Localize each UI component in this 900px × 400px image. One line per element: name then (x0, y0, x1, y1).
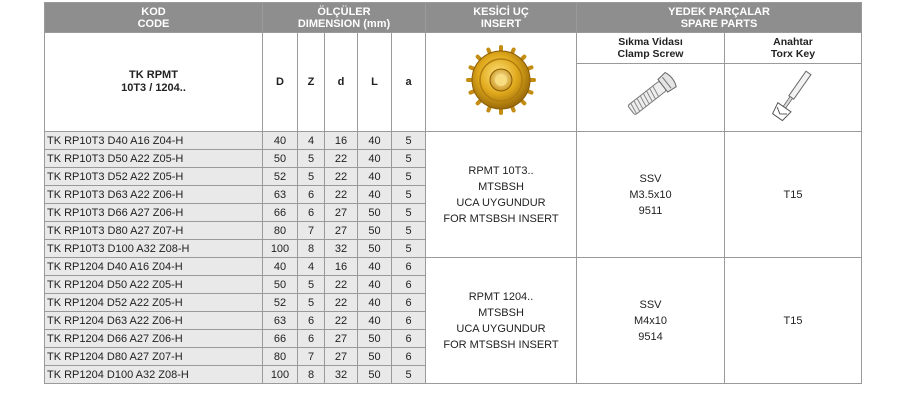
dim-value-d: 32 (325, 366, 358, 384)
dim-value-d: 22 (325, 150, 358, 168)
dim-value-Z: 8 (298, 240, 325, 258)
insert-line: UCA UYGUNDUR (456, 196, 546, 209)
dim-value-D: 50 (263, 276, 298, 294)
clamp-screw-line: 9511 (638, 204, 663, 217)
dim-value-D: 52 (263, 294, 298, 312)
dim-value-a: 6 (392, 276, 426, 294)
insert-line: MTSBSH (478, 306, 524, 319)
dim-value-d: 22 (325, 168, 358, 186)
dim-col-D: D (263, 33, 298, 132)
insert-line: FOR MTSBSH INSERT (443, 212, 559, 225)
dim-value-D: 80 (263, 348, 298, 366)
dim-value-L: 50 (358, 240, 392, 258)
insert-line: MTSBSH (478, 180, 524, 193)
round-gold-insert-icon (464, 43, 538, 117)
dim-value-Z: 6 (298, 186, 325, 204)
clamp-screw-image-cell (577, 64, 725, 132)
dim-value-Z: 4 (298, 258, 325, 276)
dim-value-Z: 6 (298, 330, 325, 348)
dim-value-d: 16 (325, 132, 358, 150)
clamp-screw-spec (577, 258, 725, 384)
spec-table-body (45, 132, 862, 384)
product-code: TK RP1204 D52 A22 Z05-H (45, 294, 263, 312)
torx-key-image-cell (725, 64, 862, 132)
dim-value-Z: 5 (298, 294, 325, 312)
insert-line: FOR MTSBSH INSERT (443, 338, 559, 351)
code-title: TK RPMT 10T3 / 1204.. (45, 33, 263, 132)
dim-value-D: 100 (263, 240, 298, 258)
product-code: TK RP10T3 D52 A22 Z05-H (45, 168, 263, 186)
dim-value-a: 5 (392, 186, 426, 204)
torx-key-header: Anahtar Torx Key (725, 33, 862, 64)
dim-value-L: 50 (358, 366, 392, 384)
dim-value-d: 22 (325, 294, 358, 312)
dim-value-a: 5 (392, 150, 426, 168)
dim-value-L: 50 (358, 204, 392, 222)
spare-parts-header: YEDEK PARÇALAR SPARE PARTS (577, 3, 862, 33)
table-row (45, 258, 862, 276)
product-code: TK RP1204 D80 A27 Z07-H (45, 348, 263, 366)
dim-value-a: 6 (392, 294, 426, 312)
dim-value-L: 50 (358, 222, 392, 240)
product-code: TK RP10T3 D63 A22 Z06-H (45, 186, 263, 204)
product-code: TK RP1204 D50 A22 Z05-H (45, 276, 263, 294)
torx-key-spec: T15 (725, 258, 862, 384)
insert-description (426, 132, 577, 258)
product-code: TK RP1204 D100 A32 Z08-H (45, 366, 263, 384)
dim-value-a: 5 (392, 132, 426, 150)
dim-value-D: 63 (263, 186, 298, 204)
dim-value-Z: 5 (298, 150, 325, 168)
dim-value-D: 80 (263, 222, 298, 240)
dimension-header: ÖLÇÜLER DIMENSION (mm) (263, 3, 426, 33)
clamp-screw-line: M4x10 (633, 314, 668, 327)
dim-value-L: 40 (358, 132, 392, 150)
dim-value-Z: 7 (298, 348, 325, 366)
clamp-screw-icon (616, 64, 686, 126)
insert-description (426, 258, 577, 384)
dim-value-D: 100 (263, 366, 298, 384)
dim-value-D: 50 (263, 150, 298, 168)
product-code: TK RP10T3 D80 A27 Z07-H (45, 222, 263, 240)
product-code: TK RP1204 D40 A16 Z04-H (45, 258, 263, 276)
dim-value-D: 66 (263, 330, 298, 348)
dim-value-L: 50 (358, 348, 392, 366)
product-code: TK RP10T3 D40 A16 Z04-H (45, 132, 263, 150)
code-header: KOD CODE (45, 3, 263, 33)
dim-value-d: 22 (325, 312, 358, 330)
dim-value-L: 40 (358, 312, 392, 330)
clamp-screw-line: M3.5x10 (629, 188, 672, 201)
dim-col-a: a (392, 33, 426, 132)
dim-value-L: 40 (358, 258, 392, 276)
insert-header: KESİCİ UÇ INSERT (426, 3, 577, 33)
product-code: TK RP10T3 D100 A32 Z08-H (45, 240, 263, 258)
dim-value-d: 27 (325, 348, 358, 366)
dim-col-Z: Z (298, 33, 325, 132)
insert-line: RPMT 10T3.. (468, 164, 534, 177)
torx-key-icon (763, 64, 823, 126)
clamp-screw-header: Sıkma Vidası Clamp Screw (577, 33, 725, 64)
dim-value-Z: 5 (298, 168, 325, 186)
clamp-screw-spec (577, 132, 725, 258)
dim-value-Z: 4 (298, 132, 325, 150)
insert-line: RPMT 1204.. (468, 290, 534, 303)
torx-key-spec: T15 (725, 132, 862, 258)
dim-value-L: 40 (358, 276, 392, 294)
dim-value-d: 22 (325, 276, 358, 294)
dim-value-D: 63 (263, 312, 298, 330)
dim-value-L: 40 (358, 186, 392, 204)
dim-value-L: 50 (358, 330, 392, 348)
dim-value-L: 40 (358, 168, 392, 186)
spec-table-container (44, 2, 861, 383)
dim-value-a: 6 (392, 348, 426, 366)
clamp-screw-line: 9514 (638, 330, 663, 343)
dim-value-L: 40 (358, 150, 392, 168)
dim-col-d: d (325, 33, 358, 132)
insert-image-cell (426, 33, 577, 132)
dim-value-d: 16 (325, 258, 358, 276)
dim-value-d: 27 (325, 330, 358, 348)
dim-value-Z: 7 (298, 222, 325, 240)
clamp-screw-line: SSV (639, 172, 662, 185)
table-row (45, 132, 862, 150)
dim-value-d: 27 (325, 204, 358, 222)
dim-value-a: 5 (392, 222, 426, 240)
dim-value-L: 40 (358, 294, 392, 312)
dim-value-a: 5 (392, 366, 426, 384)
dim-value-a: 6 (392, 258, 426, 276)
dim-value-a: 6 (392, 312, 426, 330)
dim-value-a: 5 (392, 204, 426, 222)
dim-value-D: 40 (263, 258, 298, 276)
dim-value-d: 32 (325, 240, 358, 258)
dim-value-a: 5 (392, 168, 426, 186)
dim-value-D: 52 (263, 168, 298, 186)
product-code: TK RP10T3 D50 A22 Z05-H (45, 150, 263, 168)
product-code: TK RP10T3 D66 A27 Z06-H (45, 204, 263, 222)
dim-value-Z: 6 (298, 204, 325, 222)
product-code: TK RP1204 D66 A27 Z06-H (45, 330, 263, 348)
dim-value-d: 22 (325, 186, 358, 204)
clamp-screw-line: SSV (639, 298, 662, 311)
dim-value-Z: 6 (298, 312, 325, 330)
dim-value-Z: 8 (298, 366, 325, 384)
dim-value-D: 40 (263, 132, 298, 150)
dim-value-D: 66 (263, 204, 298, 222)
dim-value-a: 6 (392, 330, 426, 348)
spec-table (44, 2, 862, 384)
dim-col-L: L (358, 33, 392, 132)
dim-value-d: 27 (325, 222, 358, 240)
product-code: TK RP1204 D63 A22 Z06-H (45, 312, 263, 330)
dim-value-a: 5 (392, 240, 426, 258)
insert-line: UCA UYGUNDUR (456, 322, 546, 335)
dim-value-Z: 5 (298, 276, 325, 294)
